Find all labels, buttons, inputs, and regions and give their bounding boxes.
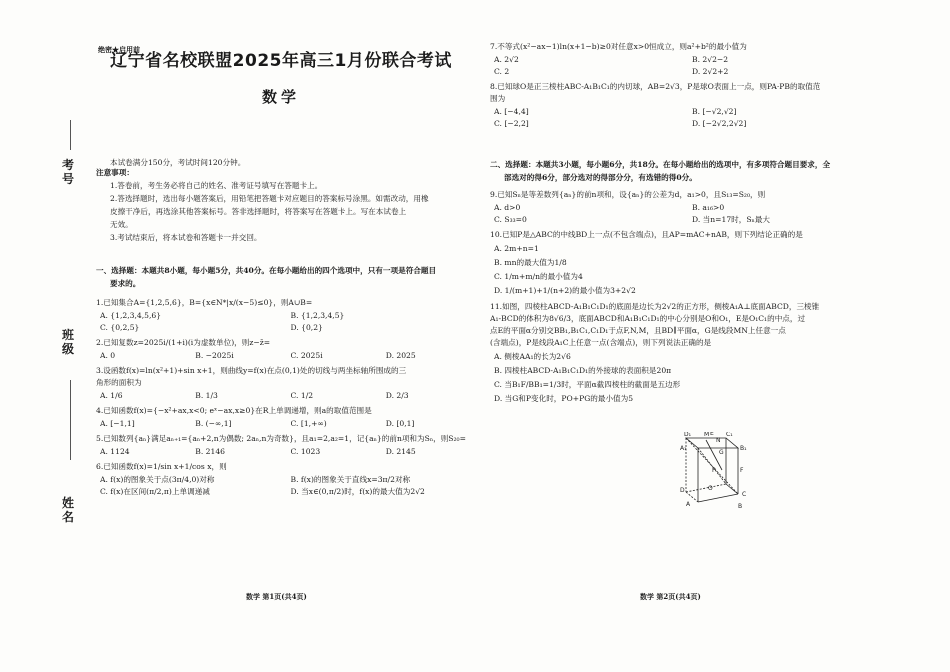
section-line: 一、选择题：本题共8小题，每小题5分，共40分。在每小题给出的四个选项中，只有一项是符合题目 <box>96 266 437 275</box>
intro-line: 注意事项： <box>96 168 134 177</box>
answer-option: A. [−4,4] <box>494 107 529 116</box>
answer-option: A. d>0 <box>494 203 521 212</box>
subject-title: 数学 <box>261 88 300 106</box>
option-row <box>490 54 890 66</box>
question <box>490 82 890 130</box>
answer-option: D. {0,2} <box>290 323 323 332</box>
figure-label: C <box>742 491 747 498</box>
option-row <box>96 446 481 458</box>
answer-option: D. 当G和P变化时，PO+PG的最小值为5 <box>494 394 634 403</box>
answer-option: A. 1/6 <box>100 391 123 400</box>
answer-option: C. f(x)在区间(π/2,π)上单调递减 <box>100 487 210 496</box>
answer-option: D. [−2√2,2√2] <box>692 119 747 128</box>
question <box>96 298 481 334</box>
figure-label: P <box>712 467 716 474</box>
answer-option: D. [0,1] <box>385 419 415 428</box>
option-row <box>490 284 890 298</box>
answer-option: B. 四棱柱ABCD-A₁B₁C₁D₁的外接球的表面积是20π <box>494 366 672 375</box>
option-row <box>96 418 481 430</box>
question-stem: 围为 <box>490 94 506 103</box>
intro-line: 1.答卷前，考生务必将自己的姓名、准考证号填写在答题卡上。 <box>110 181 323 190</box>
question-stem: 5.已知数列{aₙ}满足aₙ₊₁={aₙ+2,n为偶数; 2aₙ,n为奇数}，且a₁=2,a₂=1，记{aₙ}的前n项和为Sₙ，则S₂₀= <box>96 434 466 443</box>
option-row <box>490 364 890 378</box>
option-row <box>490 214 890 226</box>
answer-option: C. 1/2 <box>290 391 314 400</box>
answer-option: B. 2√2−2 <box>692 55 729 64</box>
question-stem: 点E的平面α分别交BB₁,B₁C₁,C₁D₁于点F,N,M，且BD∥平面α，G是线段MN上任意一点 <box>490 326 786 335</box>
figure-label: G <box>719 449 724 456</box>
figure-label: B <box>738 503 743 510</box>
option-row <box>490 242 890 256</box>
answer-option: B. {1,2,3,4,5} <box>290 311 345 320</box>
section-line: 部选对的得6分，部分选对的得部分分，有选错的得0分。 <box>504 173 697 182</box>
question-stem: 1.已知集合A={1,2,5,6}，B={x∈N*|x/(x−5)≤0}，则A∪B= <box>96 298 313 307</box>
answer-option: D. 2145 <box>385 447 416 456</box>
questions-left <box>96 298 481 502</box>
option-row <box>490 202 890 214</box>
figure-label: N <box>716 437 721 444</box>
instructions <box>96 158 481 243</box>
answer-option: D. 1/(m+1)+1/(n+2)的最小值为3+2√2 <box>494 286 636 295</box>
question-stem: 2.已知复数z=2025i/(1+i)(i为虚数单位)，则z−z̄= <box>96 338 271 347</box>
intro-line: 2.答选择题时，选出每小题答案后，用铅笔把答题卡对应题目的答案标号涂黑。如需改动，用橡 <box>110 194 429 203</box>
answer-option: C. S₃₃=0 <box>494 215 527 224</box>
option-row <box>490 106 890 118</box>
answer-option: B. (−∞,1] <box>195 419 232 428</box>
answer-option: D. 当n=17时，Sₙ最大 <box>692 215 771 224</box>
figure-label: A₁ <box>680 445 687 452</box>
figure-label: D₁ <box>684 432 692 438</box>
intro-line: 3.考试结束后，将本试卷和答题卡一并交回。 <box>110 233 262 242</box>
answer-option: A. [−1,1] <box>100 419 135 428</box>
binding-strip <box>56 60 92 600</box>
footer-right: 数学 第2页(共4页) <box>640 592 701 601</box>
class-line <box>70 380 71 460</box>
page-left <box>96 0 481 672</box>
answer-option: C. 1023 <box>290 447 321 456</box>
option-row <box>96 350 481 362</box>
answer-option: A. 0 <box>100 351 116 360</box>
option-row <box>490 66 890 78</box>
question <box>96 462 481 498</box>
answer-option: B. [−√2,√2] <box>692 107 737 116</box>
exam-number-label: 考号 <box>62 158 75 186</box>
question-stem: 8.已知球O是正三棱柱ABC-A₁B₁C₁的内切球，AB=2√3，P是球O表面上一点，则PA·PB的取值范 <box>490 82 821 91</box>
answer-option: C. 2 <box>494 67 510 76</box>
figure-label: D <box>680 487 685 494</box>
intro-line: 皮擦干净后，再选涂其他答案标号。答非选择题时，将答案写在答题卡上。写在本试卷上 <box>110 207 407 216</box>
option-row <box>96 390 481 402</box>
option-row <box>490 256 890 270</box>
option-row <box>96 322 481 334</box>
name-label: 姓名 <box>62 496 75 524</box>
figure-label: B₁ <box>740 445 747 452</box>
question-stem: 3.设函数f(x)=ln(x²+1)+sin x+1，则曲线y=f(x)在点(0,1)处的切线与两坐标轴所围成的三 <box>96 366 407 375</box>
answer-option: C. {0,2,5} <box>100 323 140 332</box>
option-row <box>96 310 481 322</box>
option-row <box>96 486 481 498</box>
answer-option: A. {1,2,3,4,5,6} <box>100 311 162 320</box>
answer-option: D. 2√2+2 <box>692 67 729 76</box>
intro-line: 本试卷满分150分，考试时间120分钟。 <box>110 158 246 167</box>
question <box>96 406 481 430</box>
question <box>96 338 481 362</box>
answer-option: A. 2m+n=1 <box>494 244 539 253</box>
footer-left: 数学 第1页(共4页) <box>246 592 307 601</box>
section-two-header <box>490 160 890 183</box>
answer-option: C. [−2,2] <box>494 119 529 128</box>
question <box>96 366 481 402</box>
answer-option: A. f(x)的图象关于点(3π/4,0)对称 <box>100 475 215 484</box>
option-row <box>490 350 890 364</box>
option-row <box>490 392 890 406</box>
question <box>490 190 890 226</box>
option-row <box>490 270 890 284</box>
secret-label: 绝密★启用前 <box>98 45 140 54</box>
question-stem: 11.如图，四棱柱ABCD-A₁B₁C₁D₁的底面是边长为2√2的正方形，侧棱A₁A⊥底面ABCD，三棱锥 <box>490 302 820 311</box>
answer-option: D. 2025 <box>385 351 416 360</box>
answer-option: C. 当B₁F/BB₁=1/3时，平面α截四棱柱的截面是五边形 <box>494 380 681 389</box>
question-stem: A₁-BCD的体积为8√6/3，底面ABCD和A₁B₁C₁D₁的中心分别是O和O₁，E是O₁C₁的中点，过 <box>490 314 806 323</box>
section-line: 要求的。 <box>110 279 141 288</box>
question-stem: 4.已知函数f(x)={−x²+ax,x<0; eˣ−ax,x≥0}在R上单调递增，则a的取值范围是 <box>96 406 372 415</box>
figure-label: F <box>740 467 744 474</box>
answer-option: C. [1,+∞) <box>290 419 327 428</box>
questions-right-2 <box>490 190 890 410</box>
question-stem: 角形的面积为 <box>96 378 142 387</box>
option-row <box>96 474 481 486</box>
question-stem: 7.不等式(x²−ax−1)ln(x+1−b)≥0对任意x>0恒成立，则a²+b²的最小值为 <box>490 42 747 51</box>
answer-option: D. 当x∈(0,π/2)时，f(x)的最大值为2√2 <box>290 487 425 496</box>
option-row <box>490 118 890 130</box>
answer-option: A. 2√2 <box>494 55 519 64</box>
answer-option: D. 2/3 <box>385 391 409 400</box>
answer-option: B. −2025i <box>195 351 234 360</box>
answer-option: B. a₁₆>0 <box>692 203 725 212</box>
answer-option: C. 1/m+m/n的最小值为4 <box>494 272 583 281</box>
answer-option: B. mn的最大值为1/8 <box>494 258 567 267</box>
question-stem: 10.已知P是△ABC的中线BD上一点(不包含端点)，且AP=mAC+nAB，则下列结论正确的是 <box>490 230 803 239</box>
questions-right <box>490 42 890 134</box>
question-stem: 9.已知Sₙ是等差数列{aₙ}的前n项和，设{aₙ}的公差为d，a₁>0，且S₁₃=S₂₀，则 <box>490 190 766 199</box>
figure-label: O <box>708 485 713 492</box>
answer-option: A. 侧棱AA₁的长为2√6 <box>494 352 571 361</box>
question <box>96 434 481 458</box>
section-one-header <box>96 266 481 289</box>
question <box>490 230 890 298</box>
question <box>490 42 890 78</box>
answer-option: B. 2146 <box>195 447 225 456</box>
question <box>490 302 890 406</box>
figure-label: E <box>710 432 714 437</box>
page-right <box>490 0 890 672</box>
question-stem: 6.已知函数f(x)=1/sin x+1/cos x，则 <box>96 462 227 471</box>
prism-figure <box>656 432 756 512</box>
figure-label: C₁ <box>726 432 733 438</box>
figure-label: A <box>686 501 691 508</box>
answer-option: B. f(x)的图象关于直线x=3π/2对称 <box>290 475 411 484</box>
answer-option: C. 2025i <box>290 351 323 360</box>
question-stem: (含端点)，P是线段A₁C上任意一点(含端点)，则下列说法正确的是 <box>490 338 712 347</box>
figure-label: M <box>704 432 710 438</box>
intro-line: 无效。 <box>110 220 133 229</box>
answer-option: A. 1124 <box>100 447 130 456</box>
exam-number-line <box>70 120 71 150</box>
class-label: 班级 <box>62 328 75 356</box>
exam-title: 辽宁省名校联盟2025年高三1月份联合考试 <box>110 51 452 71</box>
option-row <box>490 378 890 392</box>
section-line: 二、选择题：本题共3小题，每小题6分，共18分。在每小题给出的选项中，有多项符合题目要求，全 <box>490 160 831 169</box>
answer-option: B. 1/3 <box>195 391 218 400</box>
